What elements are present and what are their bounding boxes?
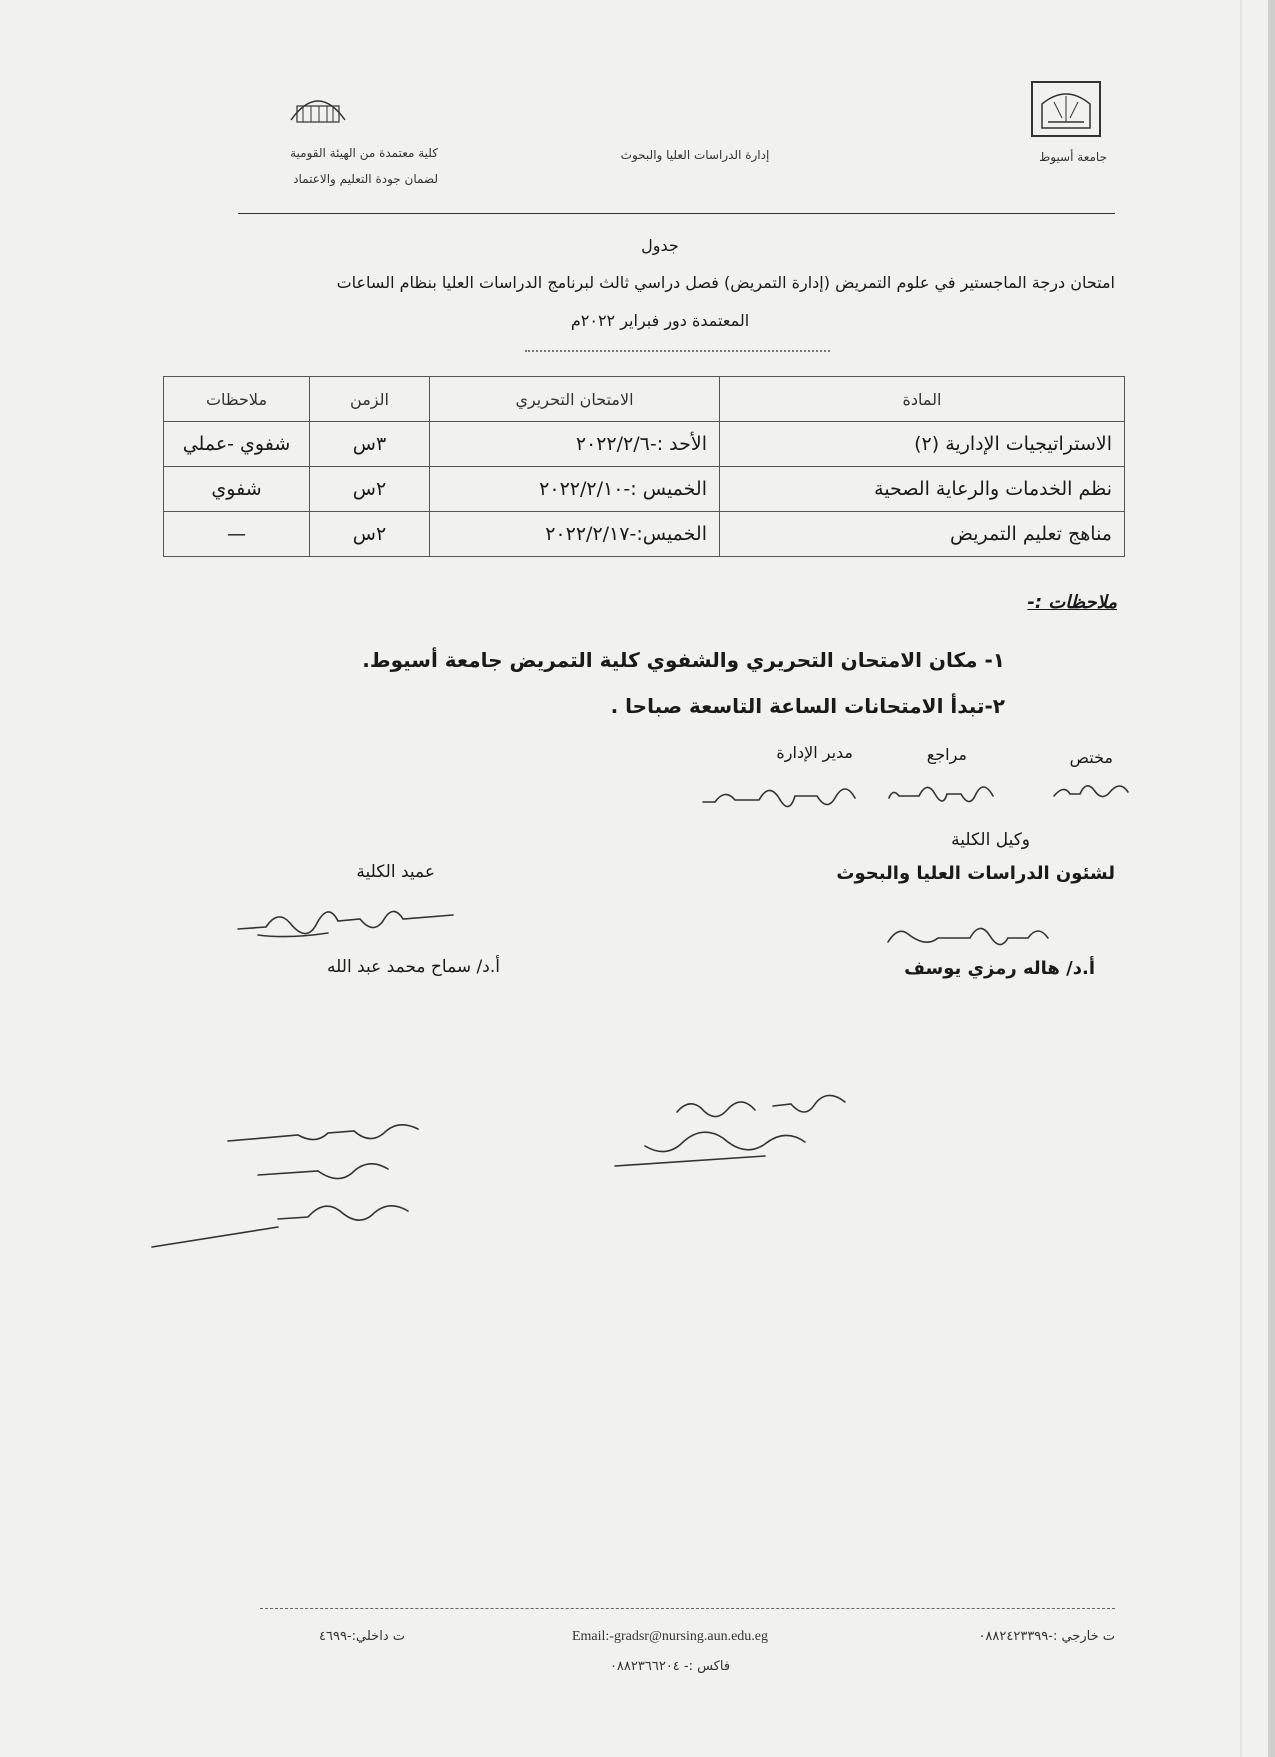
internal-phone: ت داخلي:-٤٦٩٩	[319, 1629, 405, 1644]
time-cell: ٢س	[310, 512, 430, 557]
university-name: جامعة أسيوط	[1039, 150, 1107, 164]
handwritten-notes-scribble	[148, 1115, 438, 1255]
exam-schedule-table	[163, 376, 1125, 557]
accreditation-line-1: كلية معتمدة من الهيئة القومية	[290, 146, 438, 160]
specialist-signature	[1040, 770, 1135, 810]
time-cell: ٢س	[310, 467, 430, 512]
table-row	[164, 422, 1125, 467]
note-item-1: ١- مكان الامتحان التحريري والشفوي كلية التمريض جامعة أسيوط.	[362, 648, 1005, 672]
notes-cell: —	[164, 512, 310, 557]
vice-dean-title: وكيل الكلية	[951, 830, 1030, 850]
table-row	[164, 467, 1125, 512]
scan-fold-line	[1240, 0, 1242, 1757]
reviewer-label: مراجع	[926, 745, 967, 764]
reviewer-signature	[885, 768, 1000, 818]
table-row	[164, 512, 1125, 557]
dean-name: أ.د/ سماح محمد عبد الله	[327, 957, 500, 977]
external-phone: ت خارجي :-٠٨٨٢٤٢٣٣٩٩	[978, 1629, 1115, 1644]
vice-dean-department: لشئون الدراسات العليا والبحوث	[836, 863, 1115, 884]
vice-dean-signature	[878, 912, 1058, 962]
accreditation-line-2: لضمان جودة التعليم والاعتماد	[293, 172, 438, 186]
specialist-label: مختص	[1069, 748, 1113, 767]
table-header-row	[164, 377, 1125, 422]
notes-heading: ملاحظات :-	[1027, 592, 1117, 613]
subject-cell: مناهج تعليم التمريض	[720, 512, 1125, 557]
subject-cell: الاستراتيجيات الإدارية (٢)	[720, 422, 1125, 467]
footer-divider	[260, 1608, 1115, 1609]
vice-dean-name: أ.د/ هاله رمزي يوسف	[904, 958, 1095, 979]
header-subject: المادة	[720, 377, 1125, 422]
header-notes: ملاحظات	[164, 377, 310, 422]
exam-date-cell: الخميس :-٢٠٢٢/٢/١٠	[430, 467, 720, 512]
admin-director-label: مدير الإدارة	[776, 743, 853, 762]
department-name: إدارة الدراسات العليا والبحوث	[620, 148, 770, 162]
dean-title: عميد الكلية	[356, 862, 435, 882]
exam-date-cell: الخميس:-٢٠٢٢/٢/١٧	[430, 512, 720, 557]
email-address: Email:-gradsr@nursing.aun.edu.eg	[571, 1629, 768, 1644]
notes-cell: شفوي -عملي	[164, 422, 310, 467]
scan-border	[1268, 0, 1275, 1757]
exam-date-cell: الأحد :-٢٠٢٢/٢/٦	[430, 422, 720, 467]
time-cell: ٣س	[310, 422, 430, 467]
title-underline	[525, 350, 830, 352]
notes-cell: شفوي	[164, 467, 310, 512]
fax-number: فاكس :- ٠٨٨٢٣٦٦٢٠٤	[609, 1659, 731, 1674]
admin-director-signature	[695, 772, 865, 822]
university-logo-icon	[1028, 78, 1104, 140]
title-line-1: امتحان درجة الماجستير في علوم التمريض (إدارة التمريض) فصل دراسي ثالث لبرنامج الدراسات العليا بنظام الساعات	[336, 273, 1115, 292]
note-item-2: ٢-تبدأ الامتحانات الساعة التاسعة صباحا .	[610, 694, 1005, 718]
subject-cell: نظم الخدمات والرعاية الصحية	[720, 467, 1125, 512]
faculty-logo-icon	[283, 80, 353, 130]
title-line-2: المعتمدة دور فبراير ٢٠٢٢م	[570, 311, 750, 330]
header-written-exam: الامتحان التحريري	[430, 377, 720, 422]
dean-signature	[228, 895, 463, 955]
header-time: الزمن	[310, 377, 430, 422]
document-title: جدول	[641, 236, 679, 255]
handwritten-approval-signature	[605, 1080, 855, 1180]
header-divider	[238, 213, 1115, 214]
